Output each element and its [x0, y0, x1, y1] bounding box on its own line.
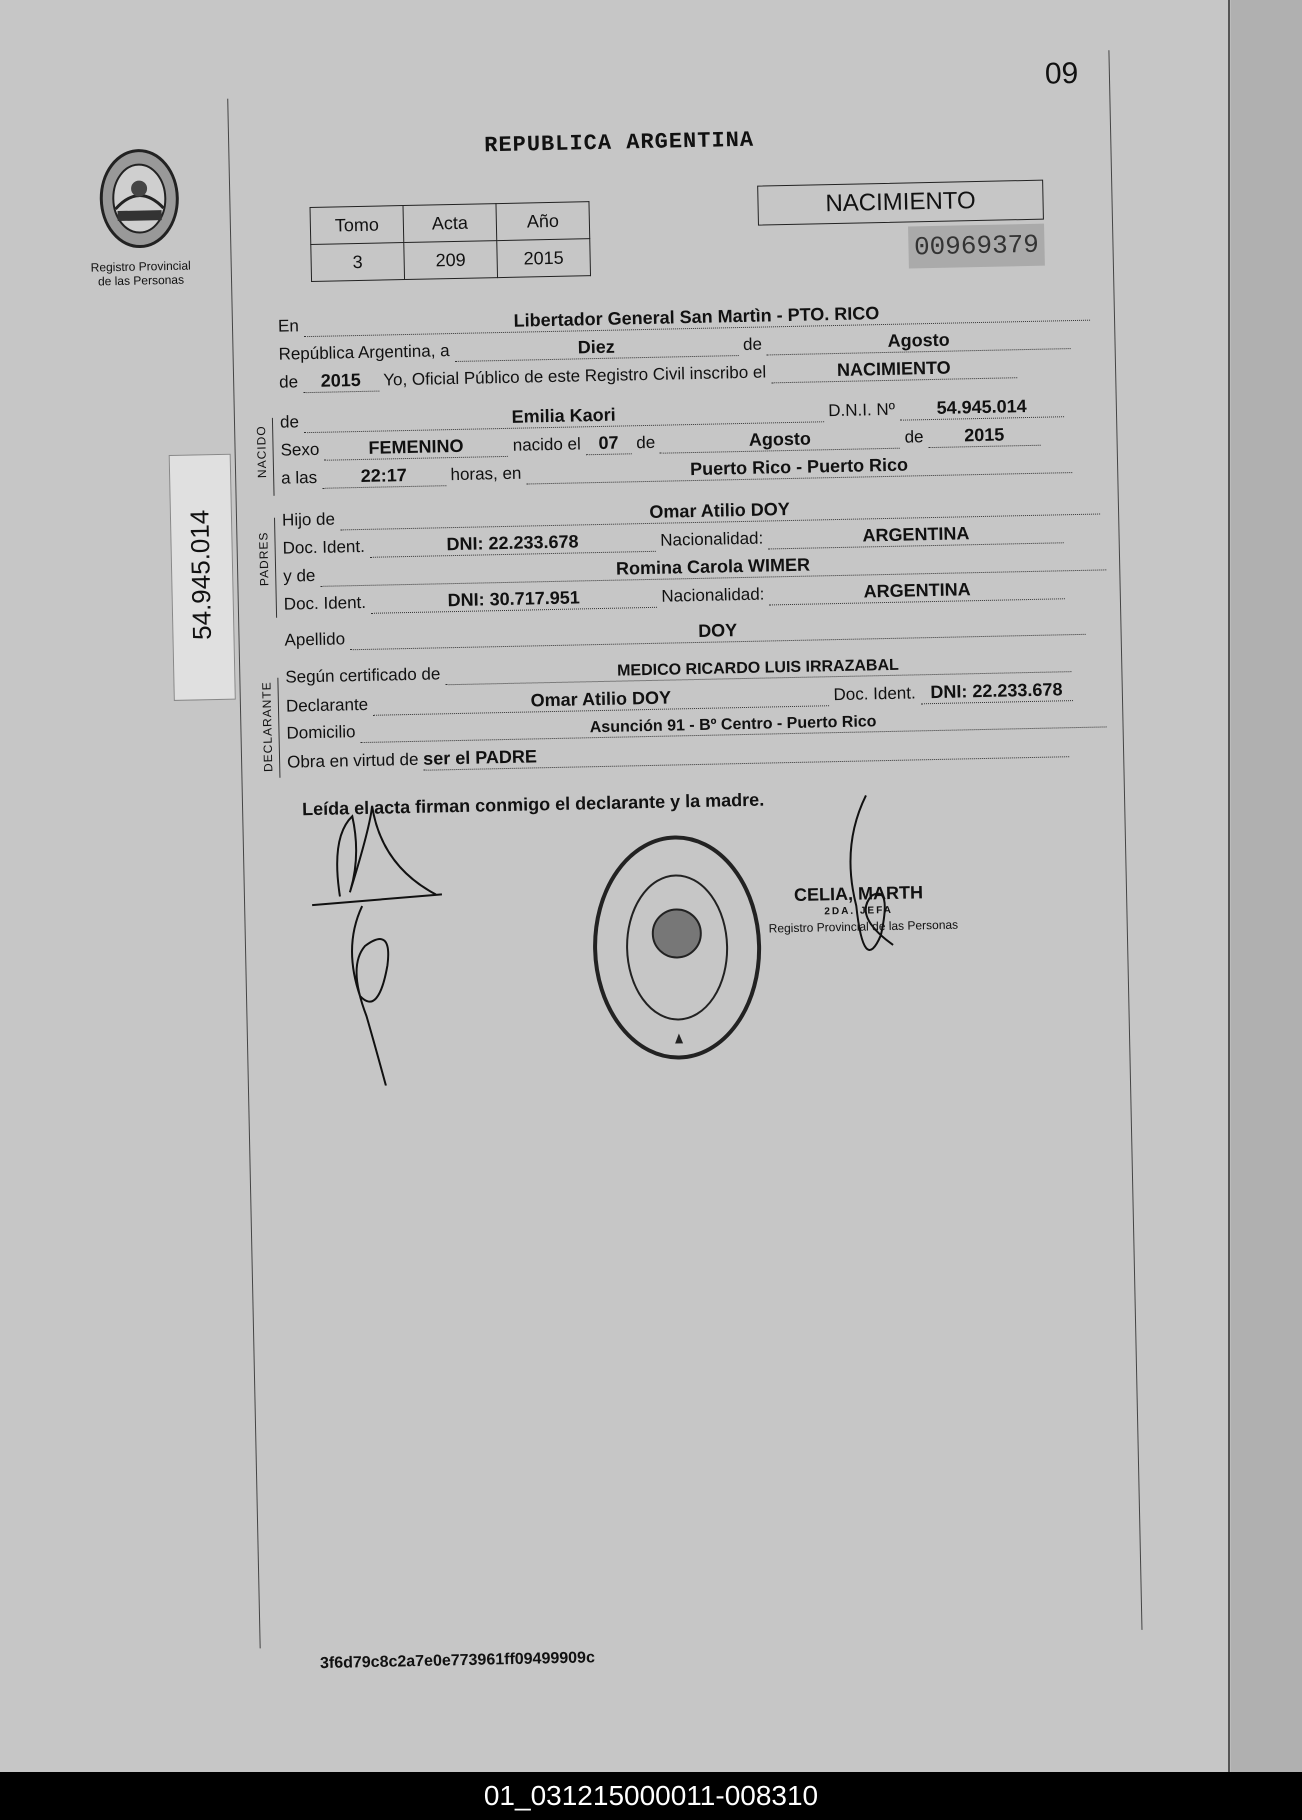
value-lugar-nac: Puerto Rico - Puerto Rico: [526, 451, 1072, 484]
anio-value: 2015: [497, 239, 591, 278]
label-domicilio: Domicilio: [286, 722, 356, 743]
label-oficial: Yo, Oficial Público de este Registro Civil inscribo el: [383, 362, 767, 390]
value-padre-nac: ARGENTINA: [768, 521, 1064, 549]
left-margin-line: [227, 99, 260, 1649]
label-nac-madre: Nacionalidad:: [661, 584, 765, 606]
label-de: de: [742, 334, 763, 354]
label-y-de: y de: [283, 565, 316, 586]
act-type-box: NACIMIENTO: [757, 180, 1044, 226]
official-role: 2DA. JEFA: [824, 904, 894, 918]
side-dni-number: 54.945.014: [184, 509, 218, 641]
label-en: En: [277, 316, 299, 336]
official-name: CELIA, MARTH: [793, 882, 924, 906]
value-mes-nac: Agosto: [660, 427, 900, 454]
anio-label: Año: [496, 202, 590, 241]
value-padre-doc: DNI: 22.233.678: [369, 530, 655, 558]
label-de-anio: de: [904, 427, 924, 447]
provincial-seal-icon: [90, 142, 188, 256]
label-de-year: de: [278, 372, 299, 392]
label-doc-declarante: Doc. Ident.: [833, 683, 916, 705]
provincial-seal: [76, 141, 203, 289]
label-segun: Según certificado de: [285, 664, 441, 687]
dni-side-strip: [169, 454, 236, 701]
label-doc-padre: Doc. Ident.: [282, 536, 366, 558]
label-sexo: Sexo: [280, 439, 320, 460]
value-padre: Omar Atilio DOY: [339, 493, 1099, 531]
value-dia: Diez: [454, 334, 738, 362]
tomo-label: Tomo: [310, 206, 404, 245]
value-hora: 22:17: [322, 464, 446, 489]
label-de-mes: de: [636, 432, 656, 453]
value-dia-nac: 07: [585, 432, 631, 455]
label-dni: D.N.I. Nº: [828, 399, 896, 421]
label-de-nombre: de: [279, 412, 300, 432]
label-horas-en: horas, en: [450, 463, 522, 485]
acta-label: Acta: [403, 204, 497, 243]
label-a-las: a las: [280, 467, 318, 488]
value-declarante: Omar Atilio DOY: [373, 684, 829, 716]
label-declarante: Declarante: [285, 694, 369, 716]
value-apellido: DOY: [350, 613, 1086, 650]
page-number: 09: [1044, 56, 1079, 91]
value-sexo: FEMENINO: [324, 435, 508, 461]
acta-value: 209: [404, 241, 498, 280]
value-anio-nac: 2015: [928, 424, 1040, 448]
serial-number: 00969379: [908, 224, 1045, 269]
section-nacido: NACIDO: [254, 425, 270, 479]
value-virtud: ser el PADRE: [423, 735, 1069, 771]
row-apellido: [284, 613, 1086, 652]
value-lugar: Libertador General San Martìn - PTO. RICO: [303, 299, 1089, 337]
tomo-value: 3: [311, 243, 405, 282]
value-certificado: MEDICO RICARDO LUIS IRRAZABAL: [445, 653, 1071, 685]
label-republica: República Argentina, a: [278, 341, 450, 364]
seal-caption-2: de las Personas: [97, 272, 185, 289]
section-declarante: DECLARANTE: [259, 681, 276, 773]
value-mes: Agosto: [766, 327, 1070, 355]
value-tipo: NACIMIENTO: [771, 356, 1017, 383]
section-padres: PADRES: [256, 531, 272, 587]
register-table: [310, 201, 592, 282]
value-madre: Romina Carola WIMER: [320, 548, 1106, 586]
seal-caption-1: Registro Provincial: [90, 258, 191, 275]
value-dni: 54.945.014: [899, 395, 1063, 420]
right-margin-line: [1108, 50, 1142, 1630]
document-title: REPUBLICA ARGENTINA: [484, 127, 755, 159]
label-nac-padre: Nacionalidad:: [660, 528, 764, 550]
value-declarante-doc: DNI: 22.233.678: [920, 679, 1072, 704]
official-registry: Registro Provincial de las Personas: [768, 917, 959, 936]
label-hijo-de: Hijo de: [281, 509, 336, 530]
scan-footer-id: 01_031215000011-008310: [0, 1772, 1302, 1820]
closing-statement: Leída el acta firman conmigo el declarante y la madre.: [301, 789, 765, 820]
label-doc-madre: Doc. Ident.: [283, 592, 367, 614]
value-anio: 2015: [303, 370, 379, 394]
section-bracket-declarante: [277, 678, 280, 778]
label-nacido-el: nacido el: [512, 434, 582, 455]
document-hash: 3f6d79c8c2a7e0e773961ff09499909c: [319, 1649, 596, 1673]
value-madre-nac: ARGENTINA: [769, 577, 1065, 605]
handwritten-signatures: [300, 794, 466, 1087]
section-bracket-padres: [274, 518, 277, 618]
value-nombre: Emilia Kaori: [303, 400, 823, 433]
label-apellido: Apellido: [284, 629, 346, 650]
value-madre-doc: DNI: 30.717.951: [371, 586, 657, 614]
section-bracket-nacido: [272, 418, 275, 496]
registry-stamp: [587, 828, 768, 1068]
label-obra: Obra en virtud de: [286, 749, 419, 772]
official-signature: [830, 785, 914, 977]
value-domicilio: Asunción 91 - Bº Centro - Puerto Rico: [360, 708, 1106, 743]
